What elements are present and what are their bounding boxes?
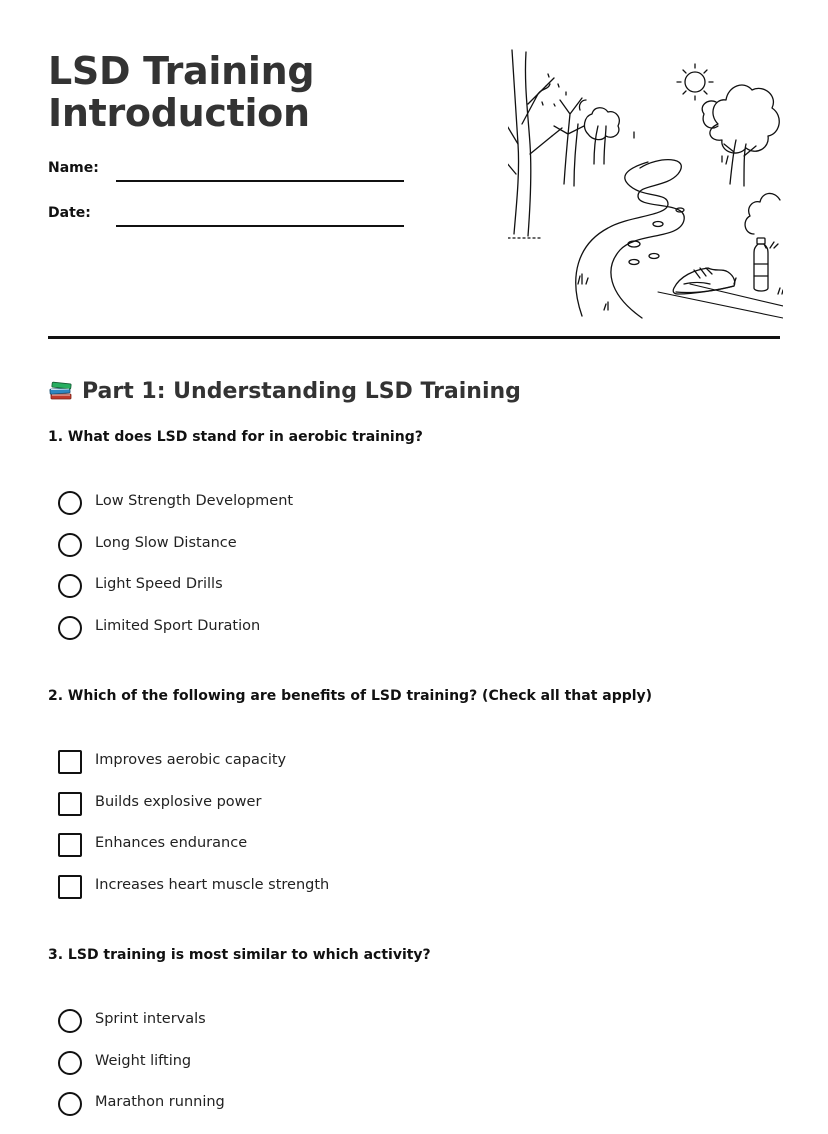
option-label: Light Speed Drills bbox=[95, 576, 223, 592]
worksheet-title bbox=[48, 50, 314, 134]
running-shoe-icon bbox=[673, 268, 735, 294]
option-label: Limited Sport Duration bbox=[95, 617, 261, 634]
date-label: Date: bbox=[48, 205, 91, 221]
radio-button[interactable] bbox=[58, 1009, 82, 1033]
water-bottle-icon bbox=[754, 238, 768, 291]
radio-button[interactable] bbox=[58, 616, 82, 640]
title-line-1: LSD Training bbox=[48, 49, 315, 93]
bush-icon bbox=[745, 193, 780, 248]
option-label: Low Strength Development bbox=[95, 493, 294, 509]
header-divider bbox=[48, 336, 780, 339]
part1-heading bbox=[48, 376, 521, 406]
question-1-text: 1. What does LSD stand for in aerobic training? bbox=[48, 429, 423, 445]
option-label: Sprint intervals bbox=[95, 1011, 206, 1027]
question-3-text: 3. LSD training is most similar to which activity? bbox=[48, 947, 431, 963]
title-line-2: Introduction bbox=[48, 91, 310, 135]
park-path-illustration bbox=[508, 44, 783, 324]
checkbox[interactable] bbox=[58, 750, 82, 774]
question-2-text: 2. Which of the following are benefits of LSD training? (Check all that apply) bbox=[48, 688, 653, 704]
left-tree-icon bbox=[508, 50, 566, 238]
option-label: Builds explosive power bbox=[95, 793, 262, 810]
worksheet-page bbox=[48, 0, 780, 1118]
checkbox[interactable] bbox=[58, 875, 82, 899]
sun-icon bbox=[677, 64, 713, 100]
option-label: Improves aerobic capacity bbox=[95, 752, 287, 768]
radio-button[interactable] bbox=[58, 1092, 82, 1116]
radio-button[interactable] bbox=[58, 491, 82, 515]
option-label: Weight lifting bbox=[95, 1052, 192, 1069]
option-label: Increases heart muscle strength bbox=[95, 876, 330, 893]
middle-trees-icon bbox=[554, 98, 634, 186]
radio-button[interactable] bbox=[58, 1051, 82, 1075]
name-write-line[interactable] bbox=[116, 180, 404, 182]
option-label: Long Slow Distance bbox=[95, 534, 237, 551]
name-label: Name: bbox=[48, 160, 99, 176]
radio-button[interactable] bbox=[58, 574, 82, 598]
part1-title: Part 1: Understanding LSD Training bbox=[82, 379, 521, 404]
option-label: Enhances endurance bbox=[95, 835, 248, 851]
books-icon bbox=[48, 376, 74, 402]
option-label: Marathon running bbox=[95, 1094, 225, 1110]
checkbox[interactable] bbox=[58, 833, 82, 857]
radio-button[interactable] bbox=[58, 533, 82, 557]
date-write-line[interactable] bbox=[116, 225, 404, 227]
checkbox[interactable] bbox=[58, 792, 82, 816]
right-trees-icon bbox=[702, 85, 779, 186]
